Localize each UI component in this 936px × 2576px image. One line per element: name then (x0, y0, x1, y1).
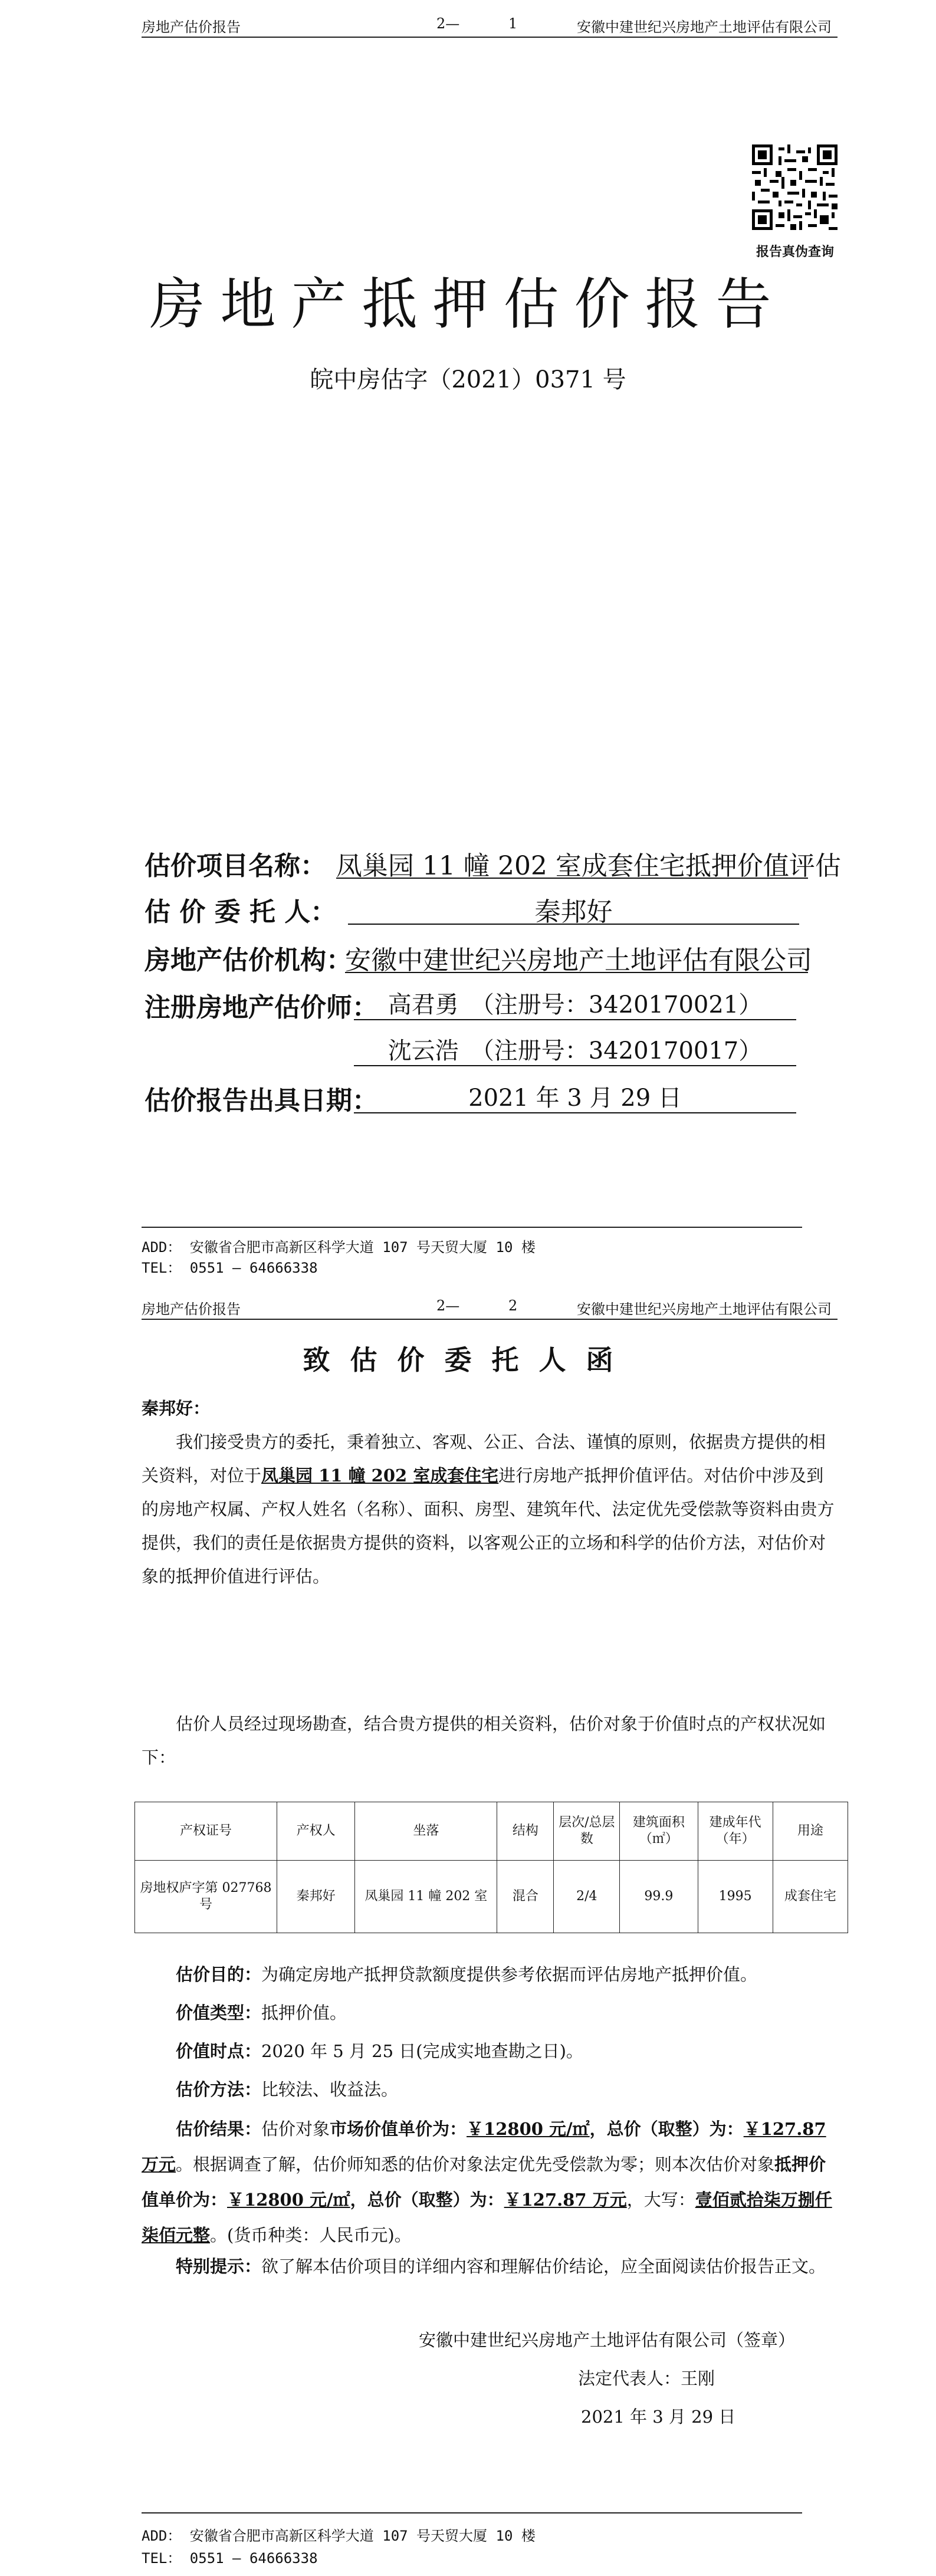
header-right: 安徽中建世纪兴房地产土地评估有限公司 (577, 1301, 832, 1317)
value-date-text: 2020 年 5 月 25 日(完成实地查勘之日)。 (261, 2041, 583, 2061)
table-header: 结构 (497, 1802, 554, 1861)
table-header: 坐落 (355, 1802, 497, 1861)
table-header: 用途 (773, 1802, 848, 1861)
result-text: 抵押价值单价为： (142, 2154, 826, 2210)
table-cell: 混合 (497, 1861, 554, 1933)
table-header: 产权人 (277, 1802, 354, 1861)
letter-paragraph-1 (142, 1425, 838, 1593)
field-agency-value: 安徽中建世纪兴房地产土地评估有限公司 (345, 939, 808, 973)
purpose (142, 1958, 838, 1992)
result-text: 。根据调查了解，估价师知悉的估价对象法定优先受偿款为零；则本次估价对象 (176, 2154, 775, 2174)
footer-rule (142, 1227, 802, 1228)
result (142, 2111, 838, 2253)
footer-address: ADD： 安徽省合肥市高新区科学大道 107 号天贸大厦 10 楼 (142, 2528, 536, 2544)
table-header: 建筑面积（㎡） (620, 1802, 698, 1861)
table-cell: 1995 (698, 1861, 773, 1933)
purpose-label: 估价目的： (176, 1964, 262, 1984)
header-page-number: 1 (508, 15, 518, 32)
footer-rule (142, 2512, 802, 2513)
table-header-row (135, 1802, 848, 1861)
letter-salutation: 秦邦好： (142, 1398, 211, 1418)
result-text: ，总价（取整）为： (350, 2190, 504, 2210)
value-type-label: 价值类型： (176, 2003, 262, 2023)
letter-paragraph-2: 估价人员经过现场勘查，结合贵方提供的相关资料，估价对象于价值时点的产权状况如下： (142, 1714, 826, 1767)
result-market-unit-price: ￥12800 元/㎡ (467, 2119, 590, 2139)
result-text: 。(货币种类：人民币元)。 (210, 2225, 412, 2245)
table-cell: 房地权庐字第 027768 号 (135, 1861, 277, 1933)
footer-address: ADD： 安徽省合肥市高新区科学大道 107 号天贸大厦 10 楼 (142, 1239, 536, 1256)
table-cell: 2/4 (554, 1861, 620, 1933)
table-header: 层次/总层数 (554, 1802, 620, 1861)
signature-date: 2021 年 3 月 29 日 (581, 2407, 736, 2427)
result-text: 估价对象 (261, 2119, 330, 2139)
result-market-total: ￥127.87 万元 (142, 2119, 826, 2174)
value-date (142, 2035, 838, 2068)
qr-label: 报告真伪查询 (756, 244, 834, 259)
result-mortgage-total: ￥127.87 万元 (504, 2190, 627, 2210)
property-table (134, 1802, 848, 1933)
result-amount-in-words: 壹佰贰拾柒万捌仟柒佰元整 (142, 2190, 832, 2245)
field-date-label: 估价报告出具日期： (144, 1086, 378, 1116)
method (142, 2073, 838, 2107)
notice-label: 特别提示： (176, 2256, 262, 2276)
footer-phone: TEL： 0551 — 64666338 (142, 1260, 318, 1276)
report-title: 房地产抵押估价报告 (149, 272, 787, 337)
field-date-value: 2021 年 3 月 29 日 (354, 1079, 796, 1113)
value-type (142, 1996, 838, 2030)
para1-text-a: 我们接受贵方的委托，秉着独立、客观、公正、合法、谨慎的原则，依据贵方提供的相关资料，对位于 (142, 1432, 826, 1486)
header-center: 2— (436, 15, 460, 32)
para1-property: 凤巢园 11 幢 202 室成套住宅 (261, 1466, 499, 1486)
table-header: 建成年代（年） (698, 1802, 773, 1861)
table-cell: 凤巢园 11 幢 202 室 (355, 1861, 497, 1933)
value-date-label: 价值时点： (176, 2041, 262, 2061)
purpose-text: 为确定房地产抵押贷款额度提供参考依据而评估房地产抵押价值。 (261, 1964, 758, 1984)
field-project-label: 估价项目名称： (144, 851, 326, 881)
value-type-text: 抵押价值。 (261, 2003, 347, 2023)
header-left: 房地产估价报告 (142, 1301, 241, 1317)
letter-title: 致估价委托人函 (303, 1344, 633, 1376)
field-client-value: 秦邦好 (348, 891, 799, 925)
header-right: 安徽中建世纪兴房地产土地评估有限公司 (577, 19, 832, 35)
header-left: 房地产估价报告 (142, 19, 241, 35)
header-center: 2— (436, 1297, 460, 1314)
signature-representative: 法定代表人：王刚 (578, 2368, 715, 2388)
table-cell: 成套住宅 (773, 1861, 848, 1933)
para1-text-b: 进行房地产抵押价值评估。对估价中涉及到的房地产权属、产权人姓名（名称）、面积、房型、建筑年代、法定优先受偿款等资料由贵方提供，我们的责任是依据贵方提供的资料，以客观公正的立场和科学的估价方法，对估价对象的抵押价值进行评估。 (142, 1466, 835, 1586)
field-project-value: 凤巢园 11 幢 202 室成套住宅抵押价值评估 (336, 845, 808, 879)
header-rule (142, 37, 838, 38)
table-header: 产权证号 (135, 1802, 277, 1861)
result-text: ，总价（取整）为： (589, 2119, 744, 2139)
report-number: 皖中房估字（2021）0371 号 (310, 366, 626, 393)
qr-code-icon (752, 144, 838, 230)
result-mortgage-unit-price: ￥12800 元/㎡ (227, 2190, 350, 2210)
page-header (0, 0, 936, 35)
field-client-label: 估 价 委 托 人： (144, 897, 337, 927)
field-agency-label: 房地产估价机构： (144, 945, 352, 975)
page-header (0, 1282, 936, 1317)
result-text: 市场价值单价为： (330, 2119, 467, 2139)
notice-text: 欲了解本估价项目的详细内容和理解估价结论，应全面阅读估价报告正文。 (261, 2256, 826, 2276)
table-cell: 秦邦好 (277, 1861, 354, 1933)
footer-phone: TEL： 0551 — 64666338 (142, 2550, 318, 2567)
header-page-number: 2 (508, 1297, 518, 1314)
result-label: 估价结果： (176, 2119, 262, 2139)
method-text: 比较法、收益法。 (261, 2079, 399, 2099)
table-cell: 99.9 (620, 1861, 698, 1933)
signature-company: 安徽中建世纪兴房地产土地评估有限公司（签章） (419, 2330, 796, 2350)
field-appraiser-2: 沈云浩 （注册号：3420170017） (354, 1032, 796, 1066)
method-label: 估价方法： (176, 2079, 262, 2099)
table-row (135, 1861, 848, 1933)
header-rule (142, 1319, 838, 1320)
field-appraiser-label: 注册房地产估价师： (144, 993, 378, 1023)
result-text: ，大写： (626, 2190, 695, 2210)
special-notice (142, 2250, 838, 2283)
field-appraiser-1: 高君勇 （注册号：3420170021） (354, 986, 796, 1020)
